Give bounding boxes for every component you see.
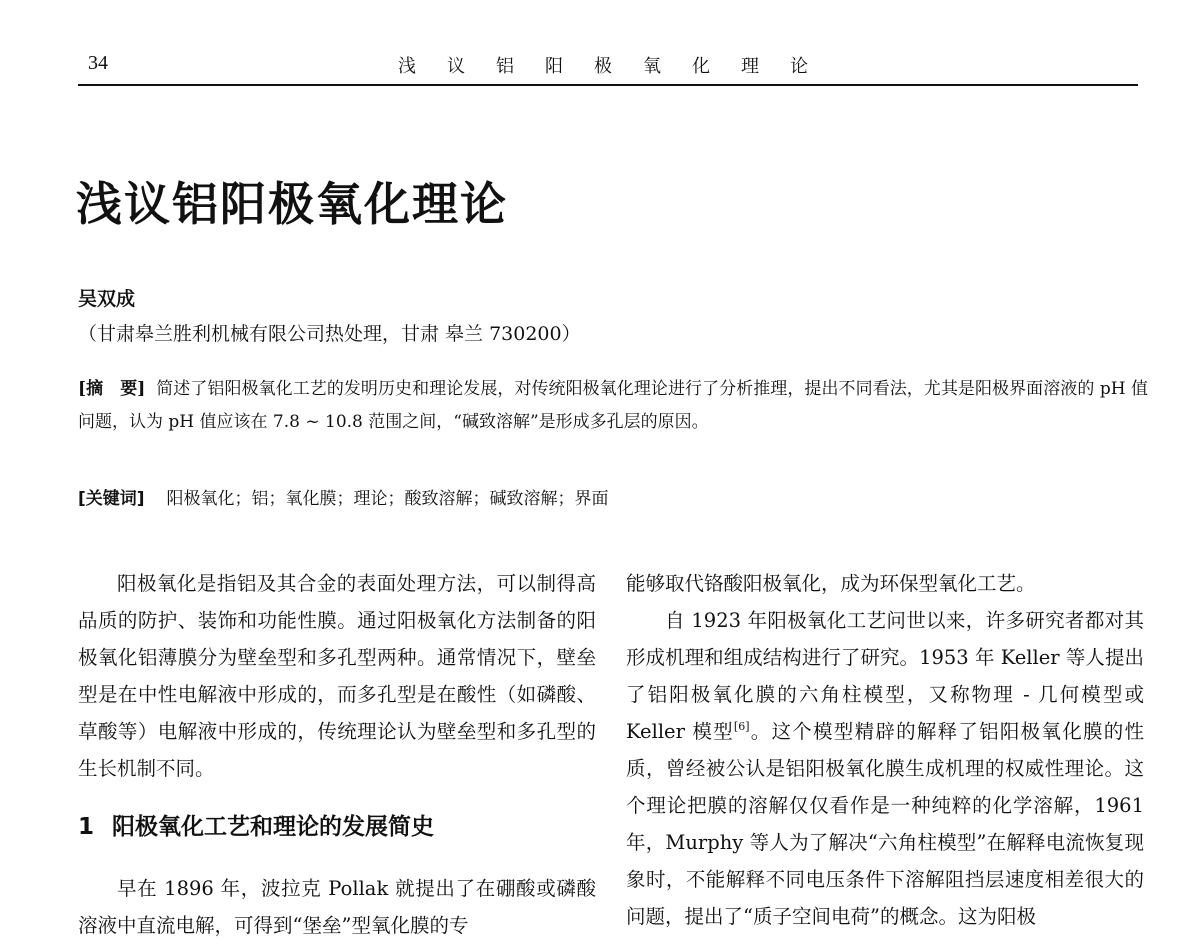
- keywords-text: 阳极氧化；铝；氧化膜；理论；酸致溶解；碱致溶解；界面: [166, 489, 609, 509]
- citation-ref: [6]: [733, 720, 750, 733]
- running-title: 浅议铝阳极氧化理论: [398, 56, 839, 77]
- history-paragraph: 早在 1896 年，波拉克 Pollak 就提出了在硼酸或磷酸溶液中直流电解，可得到“堡垒”型氧化膜的专: [78, 877, 596, 937]
- section-title: 阳极氧化工艺和理论的发展简史: [112, 814, 435, 840]
- abstract-label: [摘 要]: [78, 379, 146, 399]
- continued-paragraph: 能够取代铬酸阳极氧化，成为环保型氧化工艺。: [626, 572, 1036, 595]
- keywords-label: [关键词]: [78, 489, 145, 509]
- page-number: 34: [88, 52, 108, 74]
- intro-paragraph: 阳极氧化是指铝及其合金的表面处理方法，可以制得高品质的防护、装饰和功能性膜。通过阳极氧化方法制备的阳极氧化铝薄膜分为壁垒型和多孔型两种。通常情况下，壁垒型是在中性电解液中形成的，而多孔型是在酸性（如磷酸、草酸等）电解液中形成的，传统理论认为壁垒型和多孔型的生长机制不同。: [78, 572, 596, 780]
- section-number: 1: [78, 814, 95, 840]
- body-column-left: [78, 565, 596, 944]
- keywords: [78, 483, 1148, 516]
- section-heading: [78, 809, 596, 846]
- header-rule: [78, 84, 1138, 86]
- theory-text-part2: 。这个模型精辟的解释了铝阳极氧化膜的性质，曾经被公认是铝阳极氧化膜生成机理的权威性理论。这个理论把膜的溶解仅仅看作是一种纯粹的化学溶解，1961 年，Murphy 等人为了解决“六角柱模型”在解释电流恢复现象时，不能解释不同电压条件下溶解阻挡层速度相差很大的问题，提出了“质子空间电荷”的概念。这为阳极: [626, 720, 1144, 928]
- abstract: [78, 373, 1148, 439]
- author-affiliation: （甘肃皋兰胜利机械有限公司热处理，甘肃 皋兰 730200）: [78, 323, 581, 345]
- body-column-right: [626, 565, 1144, 935]
- theory-text-part1: 自 1923 年阳极氧化工艺问世以来，许多研究者都对其形成机理和组成结构进行了研究。1953 年 Keller 等人提出了铝阳极氧化膜的六角柱模型，又称物理 - 几何模型或 Keller 模型: [626, 609, 1144, 743]
- abstract-text: 简述了铝阳极氧化工艺的发明历史和理论发展，对传统阳极氧化理论进行了分析推理，提出不同看法，尤其是阳极界面溶液的 pH 值问题，认为 pH 值应该在 7.8 ~ 10.8 范围之间，“碱致溶解”是形成多孔层的原因。: [78, 379, 1148, 432]
- paper-title: 浅议铝阳极氧化理论: [76, 177, 508, 231]
- author-name: 吴双成: [78, 288, 136, 310]
- theory-paragraph: [626, 602, 1144, 935]
